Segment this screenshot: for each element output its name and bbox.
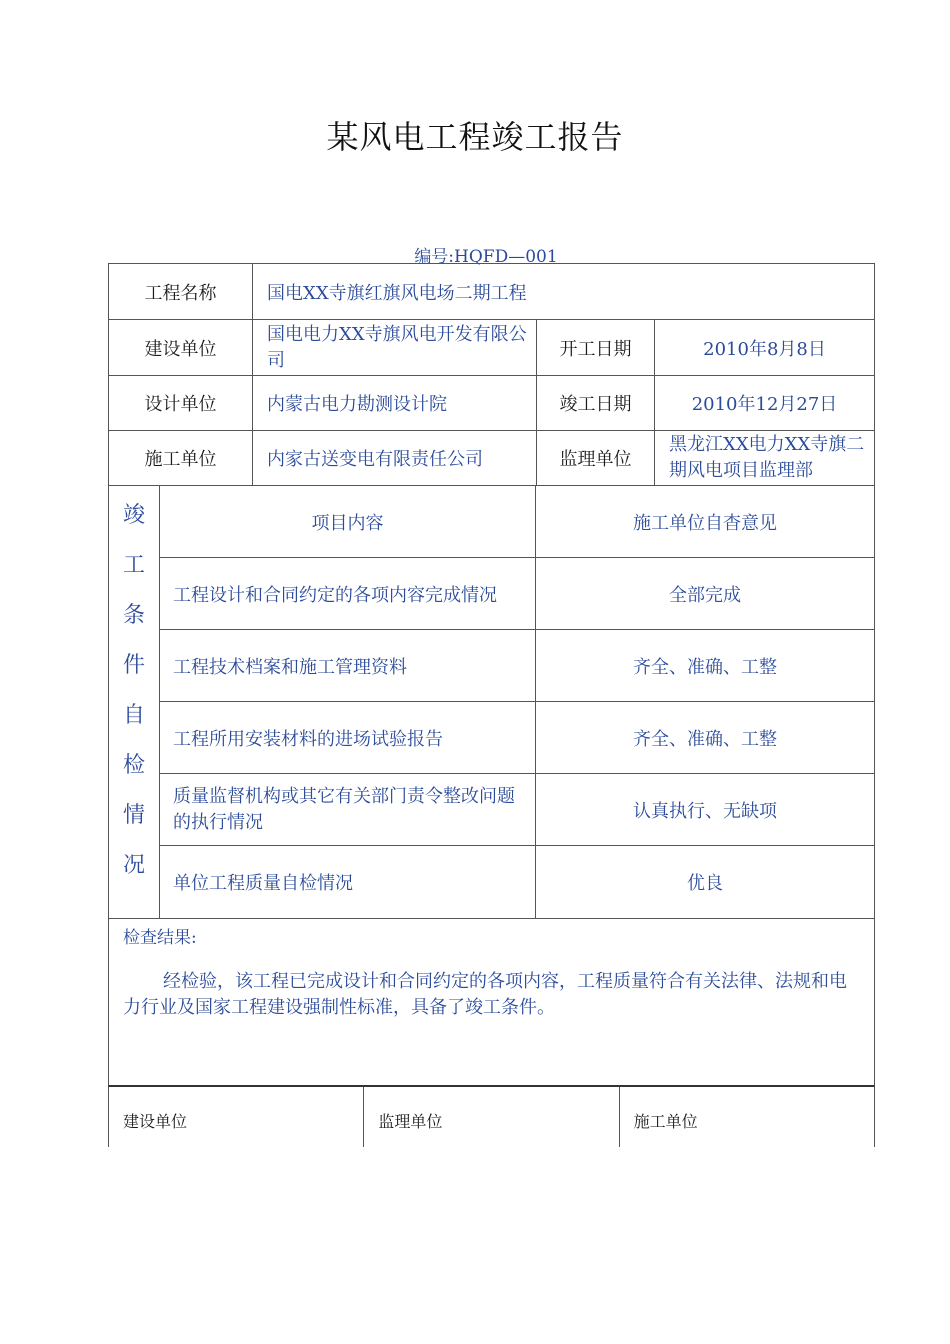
check-item: 单位工程质量自检情况 (160, 846, 536, 918)
check-opinion: 齐全、准确、工整 (633, 728, 777, 750)
page-title: 某风电工程竣工报告 (326, 118, 624, 156)
check-item: 质量监督机构或其它有关部门责令整改问题的执行情况 (160, 774, 536, 845)
side-char: 况 (122, 853, 145, 878)
constructor-label: 施工单位 (144, 449, 217, 470)
document-number: 编号:HQFD—001 (414, 247, 558, 267)
signature-constructor: 施工单位 (619, 1087, 874, 1147)
table-row (108, 263, 875, 319)
table-row (108, 375, 875, 430)
signature-row (108, 1085, 875, 1147)
side-char: 情 (122, 803, 145, 828)
table-row (160, 774, 874, 846)
side-char: 工 (122, 553, 145, 578)
project-name-label: 工程名称 (144, 282, 217, 304)
start-date-value: 2010年8月8日 (654, 320, 874, 375)
check-opinion: 全部完成 (669, 584, 741, 606)
designer-value: 内蒙古电力勘测设计院 (252, 376, 536, 430)
finish-date-label: 竣工日期 (536, 376, 654, 430)
finish-date-value: 2010年12月27日 (654, 376, 874, 430)
check-opinion: 优良 (687, 873, 723, 894)
supervisor-value: 黑龙江XX电力XX寺旗二期风电项目监理部 (654, 431, 874, 485)
self-check-grid (160, 486, 874, 918)
side-char: 自 (122, 703, 145, 728)
check-item: 工程技术档案和施工管理资料 (160, 630, 536, 701)
signature-supervisor: 监理单位 (363, 1087, 618, 1147)
signature-builder: 建设单位 (123, 1112, 188, 1131)
self-check-header-row (160, 486, 874, 558)
self-check-side-label (109, 486, 160, 918)
table-row (160, 558, 874, 630)
table-row (160, 702, 874, 774)
report-table (108, 263, 875, 1147)
result-heading: 检查结果: (123, 928, 197, 948)
result-body: 经检验，该工程已完成设计和合同约定的各项内容，工程质量符合有关法律、法规和电力行业及国家工程建设强制性标准，具备了竣工条件。 (123, 971, 847, 1018)
designer-label: 设计单位 (144, 394, 217, 415)
supervisor-label: 监理单位 (536, 431, 654, 485)
opinion-header: 施工单位自杳意见 (633, 512, 777, 534)
table-row (160, 846, 874, 918)
project-name-value: 国电XX寺旗红旗风电场二期工程 (252, 264, 874, 319)
start-date-label: 开工日期 (536, 320, 654, 375)
table-row (108, 430, 875, 485)
builder-label: 建设单位 (144, 338, 217, 360)
side-char: 条 (122, 603, 145, 628)
side-char: 件 (122, 653, 145, 678)
self-check-section (108, 485, 875, 918)
table-row (108, 319, 875, 375)
constructor-value: 内家古送变电有限责任公司 (252, 431, 536, 485)
builder-value: 国电电力XX寺旗风电开发有限公司 (252, 320, 536, 375)
inspection-result (108, 918, 875, 1085)
table-row (160, 630, 874, 702)
check-item: 工程所用安装材料的进场试验报告 (160, 702, 536, 773)
item-header: 项目内容 (160, 486, 536, 557)
check-opinion: 齐全、准确、工整 (633, 656, 777, 678)
check-opinion: 认真执行、无缺项 (633, 800, 777, 822)
side-char: 竣 (122, 503, 145, 528)
side-char: 检 (122, 753, 145, 778)
check-item: 工程设计和合同约定的各项内容完成情况 (160, 558, 536, 629)
